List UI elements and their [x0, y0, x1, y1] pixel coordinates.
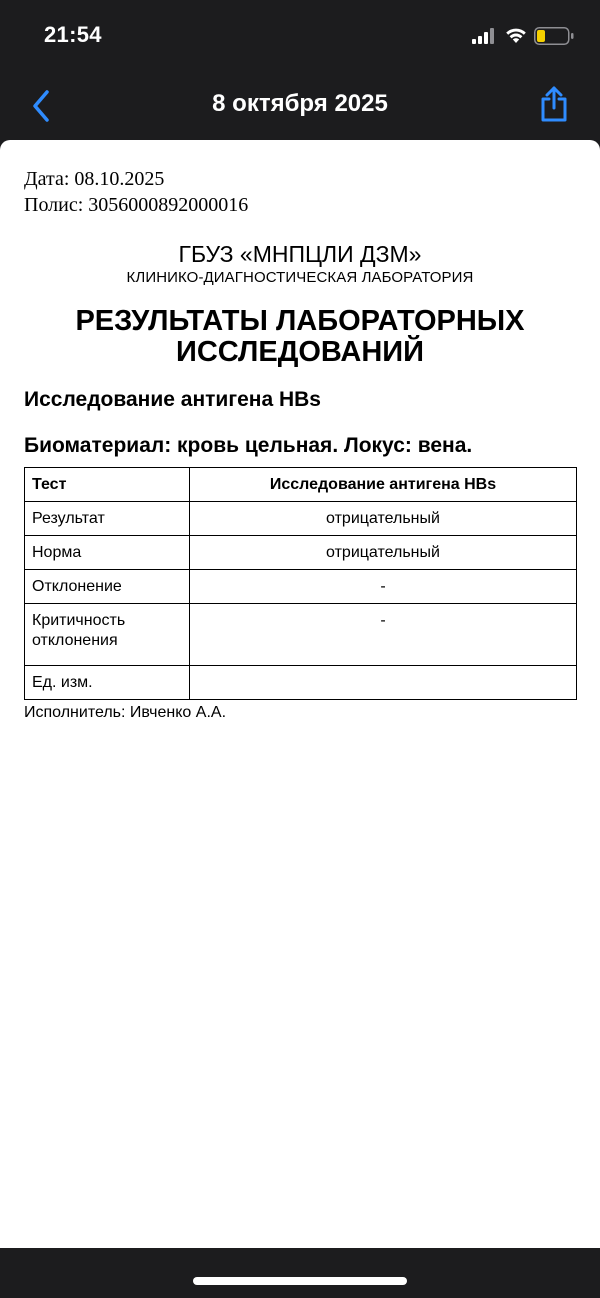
share-icon	[536, 84, 572, 124]
header-value-cell: Исследование антигена HBs	[190, 468, 577, 502]
cellular-signal-icon	[472, 28, 494, 44]
org-subtitle: КЛИНИКО-ДИАГНОСТИЧЕСКАЯ ЛАБОРАТОРИЯ	[126, 269, 474, 286]
document-sheet	[0, 140, 600, 1248]
row-label: Норма	[25, 536, 190, 570]
study-title: Исследование антигена HBs	[24, 388, 321, 411]
table-row	[25, 502, 577, 536]
results-table	[24, 467, 577, 700]
biomaterial-line: Биоматериал: кровь цельная. Локус: вена.	[24, 434, 473, 457]
chevron-left-icon	[26, 86, 62, 126]
table-row	[25, 570, 577, 604]
document-title-line1: РЕЗУЛЬТАТЫ ЛАБОРАТОРНЫХ	[75, 305, 525, 337]
row-label-line2: отклонения	[32, 632, 118, 649]
table-row	[25, 536, 577, 570]
status-time: 21:54	[44, 22, 102, 47]
row-label	[25, 604, 190, 666]
row-label: Результат	[25, 502, 190, 536]
executor-line: Исполнитель: Ивченко А.А.	[24, 704, 227, 721]
row-value: отрицательный	[190, 536, 577, 570]
status-icons	[472, 24, 576, 48]
status-bar	[0, 0, 600, 72]
row-label: Отклонение	[25, 570, 190, 604]
table-row	[25, 604, 577, 666]
row-value	[190, 666, 577, 700]
policy-line: Полис: 3056000892000016	[24, 194, 249, 216]
wifi-icon	[506, 29, 526, 43]
org-name: ГБУЗ «МНПЦЛИ ДЗМ»	[178, 241, 422, 267]
document-title	[40, 306, 560, 368]
back-button[interactable]	[26, 86, 62, 126]
bottom-bar	[0, 1248, 600, 1298]
document-title-line2: ИССЛЕДОВАНИЙ	[176, 336, 424, 368]
organization-header	[0, 240, 600, 288]
nav-bar	[0, 72, 600, 140]
home-indicator[interactable]	[193, 1277, 407, 1285]
share-button[interactable]	[536, 84, 572, 124]
row-label-line1: Критичность	[32, 612, 126, 629]
battery-icon	[535, 28, 574, 45]
row-value: -	[190, 570, 577, 604]
row-value: -	[190, 604, 577, 666]
document-meta	[24, 166, 248, 218]
row-label: Ед. изм.	[25, 666, 190, 700]
header-label-cell: Тест	[25, 468, 190, 502]
nav-title: 8 октября 2025	[212, 90, 388, 117]
row-value: отрицательный	[190, 502, 577, 536]
table-header-row	[25, 468, 577, 502]
date-line: Дата: 08.10.2025	[24, 168, 165, 190]
table-row	[25, 666, 577, 700]
